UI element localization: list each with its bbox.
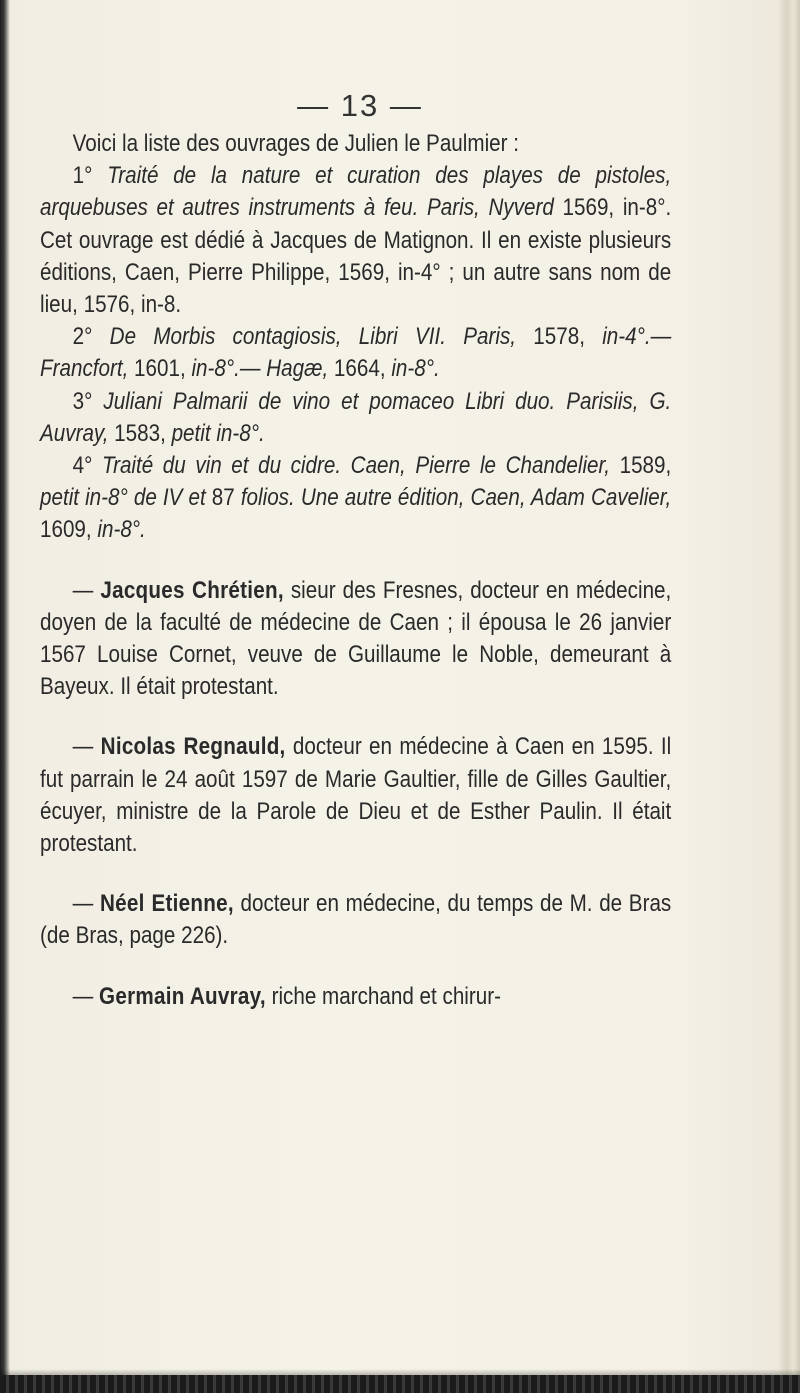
- work-format: in-8°.: [391, 355, 440, 383]
- work-year: 1601,: [128, 355, 192, 383]
- work-item-1: [40, 160, 671, 321]
- entry-dash: —: [72, 890, 100, 918]
- page-bottom-edge: [0, 1375, 800, 1393]
- work-number: 3°: [72, 387, 93, 415]
- work-format: petit in-8°.: [171, 419, 265, 447]
- entry-body: riche marchand et chirur-: [265, 982, 501, 1010]
- work-details: 1569, in-8°. Cet ouvrage est dédié à Jacques de Matignon. Il en existe plusieurs éditions, Caen, Pierre Philippe, 1569, in-4° ; un autre sans nom de lieu, 1576, in-8.: [40, 194, 672, 319]
- page-number: — 13 —: [297, 88, 423, 123]
- work-number: 1°: [72, 162, 93, 190]
- entry-name: Jacques Chrétien,: [100, 576, 284, 604]
- work-number: 4°: [72, 452, 93, 480]
- entry-name: Néel Etienne,: [99, 890, 234, 918]
- work-folios: 87: [205, 484, 241, 512]
- entry-germain-auvray: [40, 981, 671, 1013]
- intro-paragraph: Voici la liste des ouvrages de Julien le Paulmier :: [72, 130, 519, 157]
- work-title: Traité de la nature et curation des playes de pistoles, arquebuses et autres instruments à feu. Paris, Nyverd: [40, 162, 672, 222]
- work-format: petit in-8° de IV et: [40, 484, 206, 512]
- entry-nicolas-regnauld: [40, 731, 671, 860]
- entry-dash: —: [72, 576, 101, 604]
- entry-body: sieur des Fresnes, docteur en médecine, doyen de la faculté de médecine de Caen ; il épousa le 26 janvier 1567 Louise Cornet, veuve de Guillaume le Noble, demeurant à Bayeux. Il était protestant.: [40, 576, 672, 701]
- entry-dash: —: [72, 982, 100, 1010]
- entry-dash: —: [72, 733, 101, 761]
- entry-name: Germain Auvray,: [99, 982, 266, 1010]
- work-title: Juliani Palmarii de vino et pomaceo Libri duo. Parisiis, G. Auvray,: [40, 387, 672, 447]
- entry-neel-etienne: [40, 888, 671, 952]
- work-edition: folios. Une autre édition, Caen, Adam Cavelier,: [240, 484, 672, 512]
- work-item-3: [40, 386, 671, 450]
- entry-body: docteur en médecine, du temps de M. de Bras (de Bras, page 226).: [40, 890, 672, 950]
- entry-name: Nicolas Regnauld,: [100, 733, 286, 761]
- page-right-edge: [778, 0, 800, 1393]
- work-number: 2°: [72, 323, 93, 351]
- work-edition: in-4°.— Francfort,: [40, 323, 672, 383]
- work-title: De Morbis contagiosis, Libri VII. Paris,: [109, 323, 517, 351]
- work-format: in-8°.: [97, 516, 146, 544]
- work-item-4: [40, 450, 671, 547]
- work-year: 1664,: [328, 355, 392, 383]
- page-gutter-shadow: [0, 0, 10, 1393]
- work-year: 1609,: [40, 516, 98, 544]
- entry-jacques-chretien: [40, 575, 671, 704]
- work-title: Traité du vin et du cidre. Caen, Pierre le Chandelier,: [102, 452, 611, 480]
- work-year: 1583,: [108, 419, 172, 447]
- page-body: [40, 128, 671, 1013]
- work-edition: in-8°.— Hagæ,: [191, 355, 329, 383]
- entry-body: docteur en médecine à Caen en 1595. Il fut parrain le 24 août 1597 de Marie Gaultier, fille de Gilles Gaultier, écuyer, ministre de la Parole de Dieu et de Esther Paulin. Il était protestant.: [40, 733, 672, 858]
- work-year: 1589,: [610, 452, 672, 480]
- work-item-2: [40, 321, 671, 385]
- work-year: 1578,: [516, 323, 603, 351]
